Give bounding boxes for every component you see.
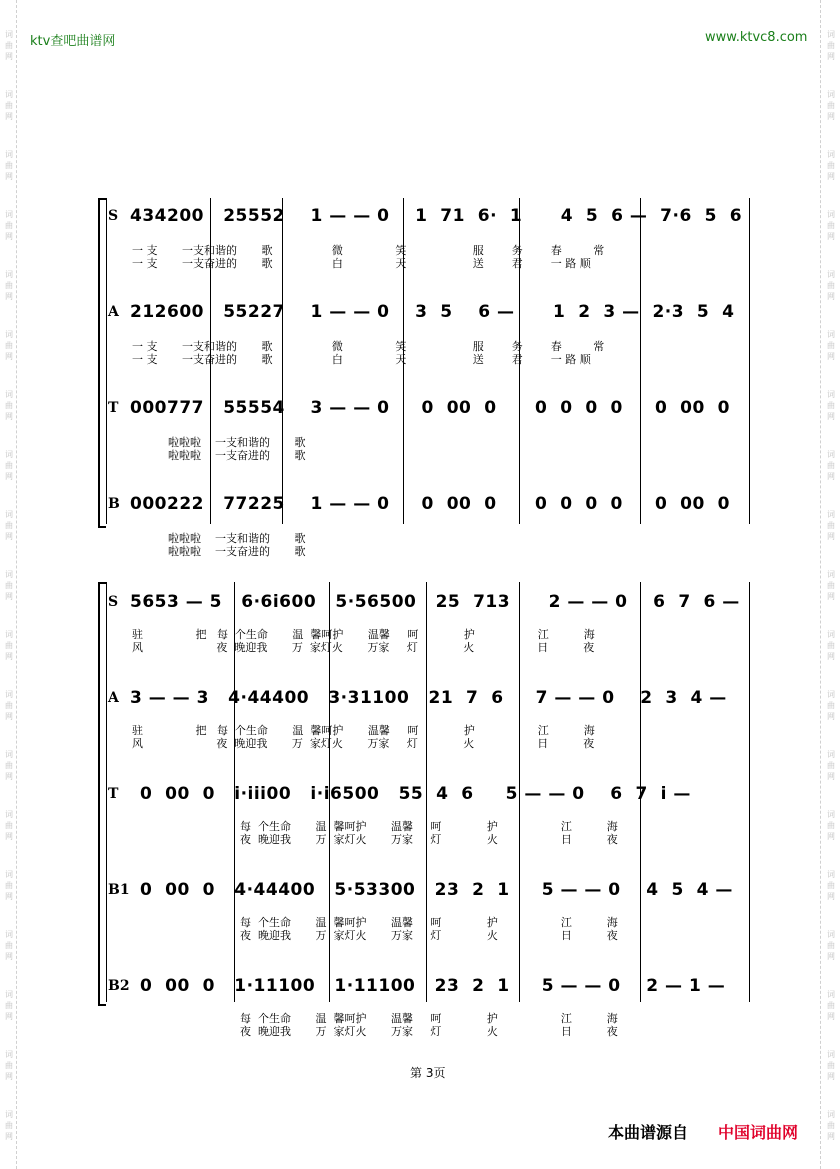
watermark-glyph: 词 [827, 870, 835, 879]
header-left-site[interactable]: ktv查吧曲谱网 [30, 34, 116, 49]
notation-line: 212600 55227 1 — — 0 3 5 6 — 1 2 3 — 2·3 5 4 [130, 302, 735, 322]
watermark-glyph: 网 [827, 412, 835, 421]
notation-line: 3 — — 3 4·44400 3·31100 21 7 6 7 — — 0 2 3 4 — [130, 688, 727, 708]
watermark-glyph: 曲 [5, 641, 13, 650]
watermark-glyph: 网 [5, 172, 13, 181]
part-label: T [108, 786, 119, 802]
watermark-glyph: 网 [827, 952, 835, 961]
watermark-glyph: 词 [5, 930, 13, 939]
watermark-glyph: 曲 [5, 521, 13, 530]
watermark-glyph: 词 [827, 30, 835, 39]
watermark-glyph: 曲 [5, 701, 13, 710]
lyric-verse-1: 每 个生命 温 馨呵护 温馨 呵 护 江 海 [240, 916, 618, 929]
watermark-glyph: 网 [5, 832, 13, 841]
watermark-glyph: 曲 [827, 41, 835, 50]
watermark-glyph: 曲 [827, 461, 835, 470]
part-label: A [108, 304, 119, 320]
watermark-glyph: 词 [5, 270, 13, 279]
lyric-verse-2: 啦啦啦 一支奋进的 歌 [168, 449, 306, 462]
watermark-glyph: 网 [827, 472, 835, 481]
lyric-verse-2: 风 夜 晚迎我 万 家灯火 万家 灯 火 日 夜 [132, 641, 595, 654]
watermark-glyph: 词 [5, 150, 13, 159]
lyric-verse-1: 每 个生命 温 馨呵护 温馨 呵 护 江 海 [240, 820, 618, 833]
lyric-verse-1: 驻 把 每 个生命 温 馨呵护 温馨 呵 护 江 海 [132, 628, 595, 641]
watermark-glyph: 曲 [5, 761, 13, 770]
watermark-glyph: 网 [5, 1072, 13, 1081]
lyric-verse-1: 一 支 一支和谐的 歌 微 笑 服 务 春 常 [132, 340, 605, 353]
watermark-glyph: 曲 [5, 821, 13, 830]
watermark-glyph: 网 [827, 112, 835, 121]
watermark-glyph: 网 [827, 592, 835, 601]
watermark-glyph: 词 [827, 810, 835, 819]
source-prefix: 本曲谱源自 [608, 1123, 689, 1142]
notation-line: 0 00 0 1·11100 1·11100 23 2 1 5 — — 0 2 — 1 — [140, 976, 726, 996]
watermark-glyph: 曲 [5, 581, 13, 590]
lyric-verse-1: 一 支 一支和谐的 歌 微 笑 服 务 春 常 [132, 244, 605, 257]
watermark-glyph: 网 [827, 352, 835, 361]
watermark-glyph: 曲 [827, 1061, 835, 1070]
watermark-glyph: 词 [5, 630, 13, 639]
watermark-glyph: 曲 [5, 1061, 13, 1070]
watermark-glyph: 词 [827, 630, 835, 639]
watermark-glyph: 词 [827, 570, 835, 579]
watermark-glyph: 网 [827, 532, 835, 541]
watermark-glyph: 词 [827, 450, 835, 459]
watermark-glyph: 网 [5, 1132, 13, 1141]
watermark-glyph: 词 [5, 810, 13, 819]
watermark-glyph: 词 [827, 1110, 835, 1119]
watermark-glyph: 曲 [827, 761, 835, 770]
watermark-glyph: 曲 [827, 341, 835, 350]
watermark-glyph: 曲 [827, 221, 835, 230]
watermark-glyph: 网 [5, 292, 13, 301]
watermark-glyph: 曲 [827, 161, 835, 170]
watermark-glyph: 词 [5, 1050, 13, 1059]
watermark-glyph: 网 [827, 1132, 835, 1141]
watermark-glyph: 词 [827, 750, 835, 759]
watermark-glyph: 网 [827, 1072, 835, 1081]
watermark-glyph: 网 [827, 172, 835, 181]
lyric-verse-1: 每 个生命 温 馨呵护 温馨 呵 护 江 海 [240, 1012, 618, 1025]
watermark-glyph: 网 [827, 652, 835, 661]
watermark-glyph: 曲 [5, 881, 13, 890]
watermark-glyph: 网 [827, 892, 835, 901]
watermark-glyph: 曲 [827, 701, 835, 710]
lyric-verse-2: 啦啦啦 一支奋进的 歌 [168, 545, 306, 558]
watermark-glyph: 词 [827, 90, 835, 99]
watermark-glyph: 网 [5, 112, 13, 121]
watermark-glyph: 词 [5, 390, 13, 399]
lyric-verse-2: 夜 晚迎我 万 家灯火 万家 灯 火 日 夜 [240, 833, 618, 846]
part-label: S [108, 594, 119, 610]
watermark-glyph: 曲 [827, 581, 835, 590]
watermark-glyph: 网 [5, 352, 13, 361]
watermark-glyph: 词 [5, 990, 13, 999]
part-label: B [108, 496, 120, 512]
watermark-glyph: 网 [5, 52, 13, 61]
source-name[interactable]: 中国词曲网 [718, 1123, 799, 1142]
watermark-glyph: 曲 [827, 1001, 835, 1010]
watermark-glyph: 词 [5, 1110, 13, 1119]
lyric-verse-1: 啦啦啦 一支和谐的 歌 [168, 436, 306, 449]
lyric-verse-2: 一 支 一支奋进的 歌 白 天 送 君 一 路 顺 [132, 353, 591, 366]
watermark-glyph: 词 [827, 690, 835, 699]
watermark-glyph: 网 [5, 472, 13, 481]
system-1-brace [98, 198, 106, 528]
notation-line: 0 00 0 i·iii00 i·i6500 55 4 6 5 — — 0 6 7 i — [140, 784, 691, 804]
lyric-verse-2: 夜 晚迎我 万 家灯火 万家 灯 火 日 夜 [240, 929, 618, 942]
watermark-glyph: 曲 [827, 941, 835, 950]
watermark-glyph: 网 [5, 652, 13, 661]
right-watermark-strip [824, 0, 838, 1169]
notation-line: 0 00 0 4·44400 5·53300 23 2 1 5 — — 0 4 5 4 — [140, 880, 733, 900]
watermark-glyph: 词 [827, 390, 835, 399]
watermark-glyph: 词 [5, 450, 13, 459]
watermark-glyph: 曲 [827, 821, 835, 830]
watermark-glyph: 曲 [5, 401, 13, 410]
watermark-glyph: 网 [827, 1012, 835, 1021]
watermark-glyph: 曲 [5, 1121, 13, 1130]
part-label: A [108, 690, 119, 706]
watermark-glyph: 曲 [827, 281, 835, 290]
watermark-glyph: 词 [827, 150, 835, 159]
watermark-glyph: 曲 [827, 1121, 835, 1130]
part-label: B2 [108, 978, 130, 994]
watermark-glyph: 词 [5, 30, 13, 39]
watermark-glyph: 网 [5, 892, 13, 901]
watermark-glyph: 网 [5, 592, 13, 601]
watermark-glyph: 词 [827, 330, 835, 339]
notation-line: 5653 — 5 6·6i600 5·56500 25 713 2 — — 0 6 7 6 — [130, 592, 740, 612]
left-dashed-border [16, 0, 17, 1169]
lyric-verse-2: 风 夜 晚迎我 万 家灯火 万家 灯 火 日 夜 [132, 737, 595, 750]
watermark-glyph: 网 [827, 292, 835, 301]
lyric-verse-1: 驻 把 每 个生命 温 馨呵护 温馨 呵 护 江 海 [132, 724, 595, 737]
watermark-glyph: 网 [827, 832, 835, 841]
watermark-glyph: 网 [5, 532, 13, 541]
lyric-verse-2: 一 支 一支奋进的 歌 白 天 送 君 一 路 顺 [132, 257, 591, 270]
watermark-glyph: 网 [827, 232, 835, 241]
watermark-glyph: 网 [5, 712, 13, 721]
watermark-glyph: 词 [827, 270, 835, 279]
watermark-glyph: 词 [827, 930, 835, 939]
watermark-glyph: 网 [5, 232, 13, 241]
watermark-glyph: 曲 [5, 341, 13, 350]
system-1-start-barline [106, 198, 107, 524]
watermark-glyph: 网 [827, 772, 835, 781]
watermark-glyph: 曲 [827, 401, 835, 410]
watermark-glyph: 曲 [5, 1001, 13, 1010]
watermark-glyph: 曲 [827, 521, 835, 530]
lyric-verse-1: 啦啦啦 一支和谐的 歌 [168, 532, 306, 545]
left-watermark-strip [2, 0, 16, 1169]
system-2-start-barline [106, 582, 107, 1002]
watermark-glyph: 词 [5, 330, 13, 339]
watermark-glyph: 网 [827, 712, 835, 721]
watermark-glyph: 词 [827, 210, 835, 219]
watermark-glyph: 曲 [5, 161, 13, 170]
right-dashed-border [820, 0, 821, 1169]
lyric-verse-2: 夜 晚迎我 万 家灯火 万家 灯 火 日 夜 [240, 1025, 618, 1038]
header-right-site[interactable]: www.ktvc8.com [705, 30, 808, 45]
part-label: S [108, 208, 119, 224]
watermark-glyph: 网 [827, 52, 835, 61]
watermark-glyph: 词 [5, 90, 13, 99]
watermark-glyph: 网 [5, 412, 13, 421]
notation-line: 000222 77225 1 — — 0 0 00 0 0 0 0 0 0 00 0 [130, 494, 730, 514]
watermark-glyph: 曲 [5, 101, 13, 110]
watermark-glyph: 网 [5, 952, 13, 961]
watermark-glyph: 网 [5, 772, 13, 781]
page-number: 第 3页 [410, 1066, 446, 1080]
watermark-glyph: 曲 [5, 941, 13, 950]
watermark-glyph: 词 [827, 990, 835, 999]
part-label: T [108, 400, 119, 416]
watermark-glyph: 曲 [827, 641, 835, 650]
watermark-glyph: 曲 [827, 101, 835, 110]
watermark-glyph: 网 [5, 1012, 13, 1021]
watermark-glyph: 词 [827, 1050, 835, 1059]
watermark-glyph: 曲 [5, 281, 13, 290]
part-label: B1 [108, 882, 130, 898]
watermark-glyph: 词 [5, 210, 13, 219]
watermark-glyph: 词 [5, 510, 13, 519]
watermark-glyph: 曲 [5, 221, 13, 230]
watermark-glyph: 曲 [827, 881, 835, 890]
system-2-brace [98, 582, 106, 1006]
notation-line: 000777 55554 3 — — 0 0 00 0 0 0 0 0 0 00 0 [130, 398, 730, 418]
watermark-glyph: 词 [5, 690, 13, 699]
watermark-glyph: 曲 [5, 461, 13, 470]
watermark-glyph: 曲 [5, 41, 13, 50]
watermark-glyph: 词 [827, 510, 835, 519]
notation-line: 434200 25552 1 — — 0 1 71 6· 1 4 5 6 — 7·6 5 6 [130, 206, 743, 226]
watermark-glyph: 词 [5, 570, 13, 579]
watermark-glyph: 词 [5, 750, 13, 759]
watermark-glyph: 词 [5, 870, 13, 879]
